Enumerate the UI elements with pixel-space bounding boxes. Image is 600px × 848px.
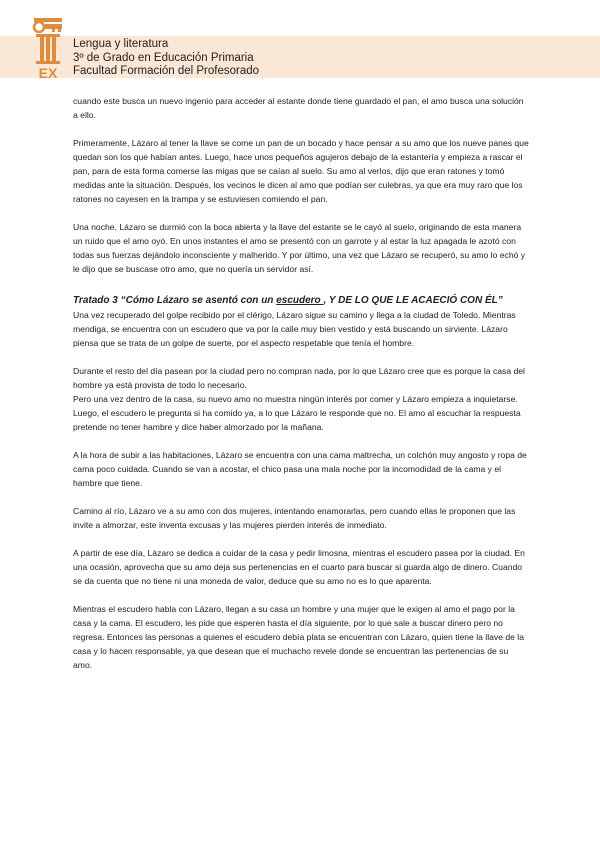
- section-heading: [73, 294, 529, 308]
- document-body: [73, 94, 529, 686]
- logo-text: EX: [38, 65, 58, 80]
- paragraph: cuando este busca un nuevo ingenio para acceder al estante donde tiene guardado el pan, el amo busca una solución a ello.: [73, 96, 524, 120]
- paragraph: A la hora de subir a las habitaciones, Lázaro se encuentra con una cama maltrecha, un colchón muy angosto y ropa de cama poco cuidada. Cuando se van a acostar, el chico pasa una mala noche por la incomodidad de la cama y el hambre que tiene.: [73, 450, 527, 488]
- faculty-title: Facultad Formación del Profesorado: [73, 65, 260, 77]
- heading-underlined: escudero: [276, 295, 324, 306]
- university-logo: [30, 16, 66, 80]
- paragraph: Una noche, Lázaro se durmió con la boca abierta y la llave del estante se le cayó al suelo, originando de esta manera un ruido que el amo oyó. En unos instantes el amo se presentó con un garrote y al estar la luz apagada le azotó con todas sus fuerzas dejándolo inconsciente y malherido. Y por último, una vez que Lázaro se recuperó, su amo lo echó y le dijo que se buscase otro amo, que no quería un servidor así.: [73, 222, 526, 274]
- paragraph: Pero una vez dentro de la casa, su nuevo amo no muestra ningún interés por comer y Lázaro empieza a inquietarse. Luego, el escudero le pregunta si ha comido ya, a lo que Lázaro le responde que no. El amo al escuchar la respuesta pretende no tener hambre y dice haber almorzado por la mañana.: [73, 394, 521, 432]
- degree-title: 3º de Grado en Educación Primaria: [73, 51, 254, 64]
- paragraph: Primeramente, Lázaro al tener la llave se come un pan de un bocado y hace pensar a su amo que los nueve panes que quedan son los que habían antes. Luego, hace unos pequeños agujeros debajo de la estantería y empieza a rascar el pan, para de esta forma comerse las migas que se caían al suelo. Su amo al verlos, dijo que eran ratones y tomó medidas ante la situación. Después, los vecinos le dicen al amo que podían ser culebras, ya que era muy raro que los ratones no cayesen en la trampa y se estuviesen comiendo el pan.: [73, 138, 529, 204]
- paragraph: Una vez recuperado del golpe recibido por el clérigo, Lázaro sigue su camino y llega a la ciudad de Toledo. Mientras mendiga, se encuentra con un escudero que va por la calle muy bien vestido y está buscando un sirviente. Lázaro piensa que se trata de un golpe de suerte, por el aspecto respetable que tenía el hombre.: [73, 310, 516, 348]
- paragraph: A partir de ese día, Lázaro se dedica a cuidar de la casa y pedir limosna, mientras el escudero pasea por la ciudad. En una ocasión, aprovecha que su amo deja sus pertenencias en el cuarto para buscar si guarda algo de dinero. Cuando se da cuenta que no tiene ni una moneda de valor, deduce que su amo no es lo que aparenta.: [73, 548, 525, 586]
- course-title: Lengua y literatura: [73, 38, 169, 50]
- heading-prefix: Tratado 3 “Cómo Lázaro se asentó con un: [73, 295, 277, 306]
- paragraph: Durante el resto del día pasean por la ciudad pero no compran nada, por lo que Lázaro cree que es porque la casa del hombre ya está provista de todo lo necesario.: [73, 366, 525, 390]
- heading-suffix: , Y DE LO QUE LE ACAECIÓ CON ÉL”: [323, 295, 503, 306]
- paragraph: Mientras el escudero habla con Lázaro, llegan a su casa un hombre y una mujer que le exigen al amo el pago por la casa y la cama. El escudero, les pide que esperen hasta el día siguiente, por lo que sale a buscar dinero pero no regresa. Entonces las personas a quienes el escudero debía plata se encuentran con Lázaro, quien tiene la llave de la casa y lo hacen responsable, ya que desean que el muchacho revele donde se encuentran las pertenencias de su amo.: [73, 604, 524, 670]
- paragraph: Camino al río, Lázaro ve a su amo con dos mujeres, intentando enamorarlas, pero cuando ellas le proponen que las invite a almorzar, este inventa excusas y las mujeres pierden interés de inmediato.: [73, 506, 516, 530]
- document-header: [73, 38, 259, 79]
